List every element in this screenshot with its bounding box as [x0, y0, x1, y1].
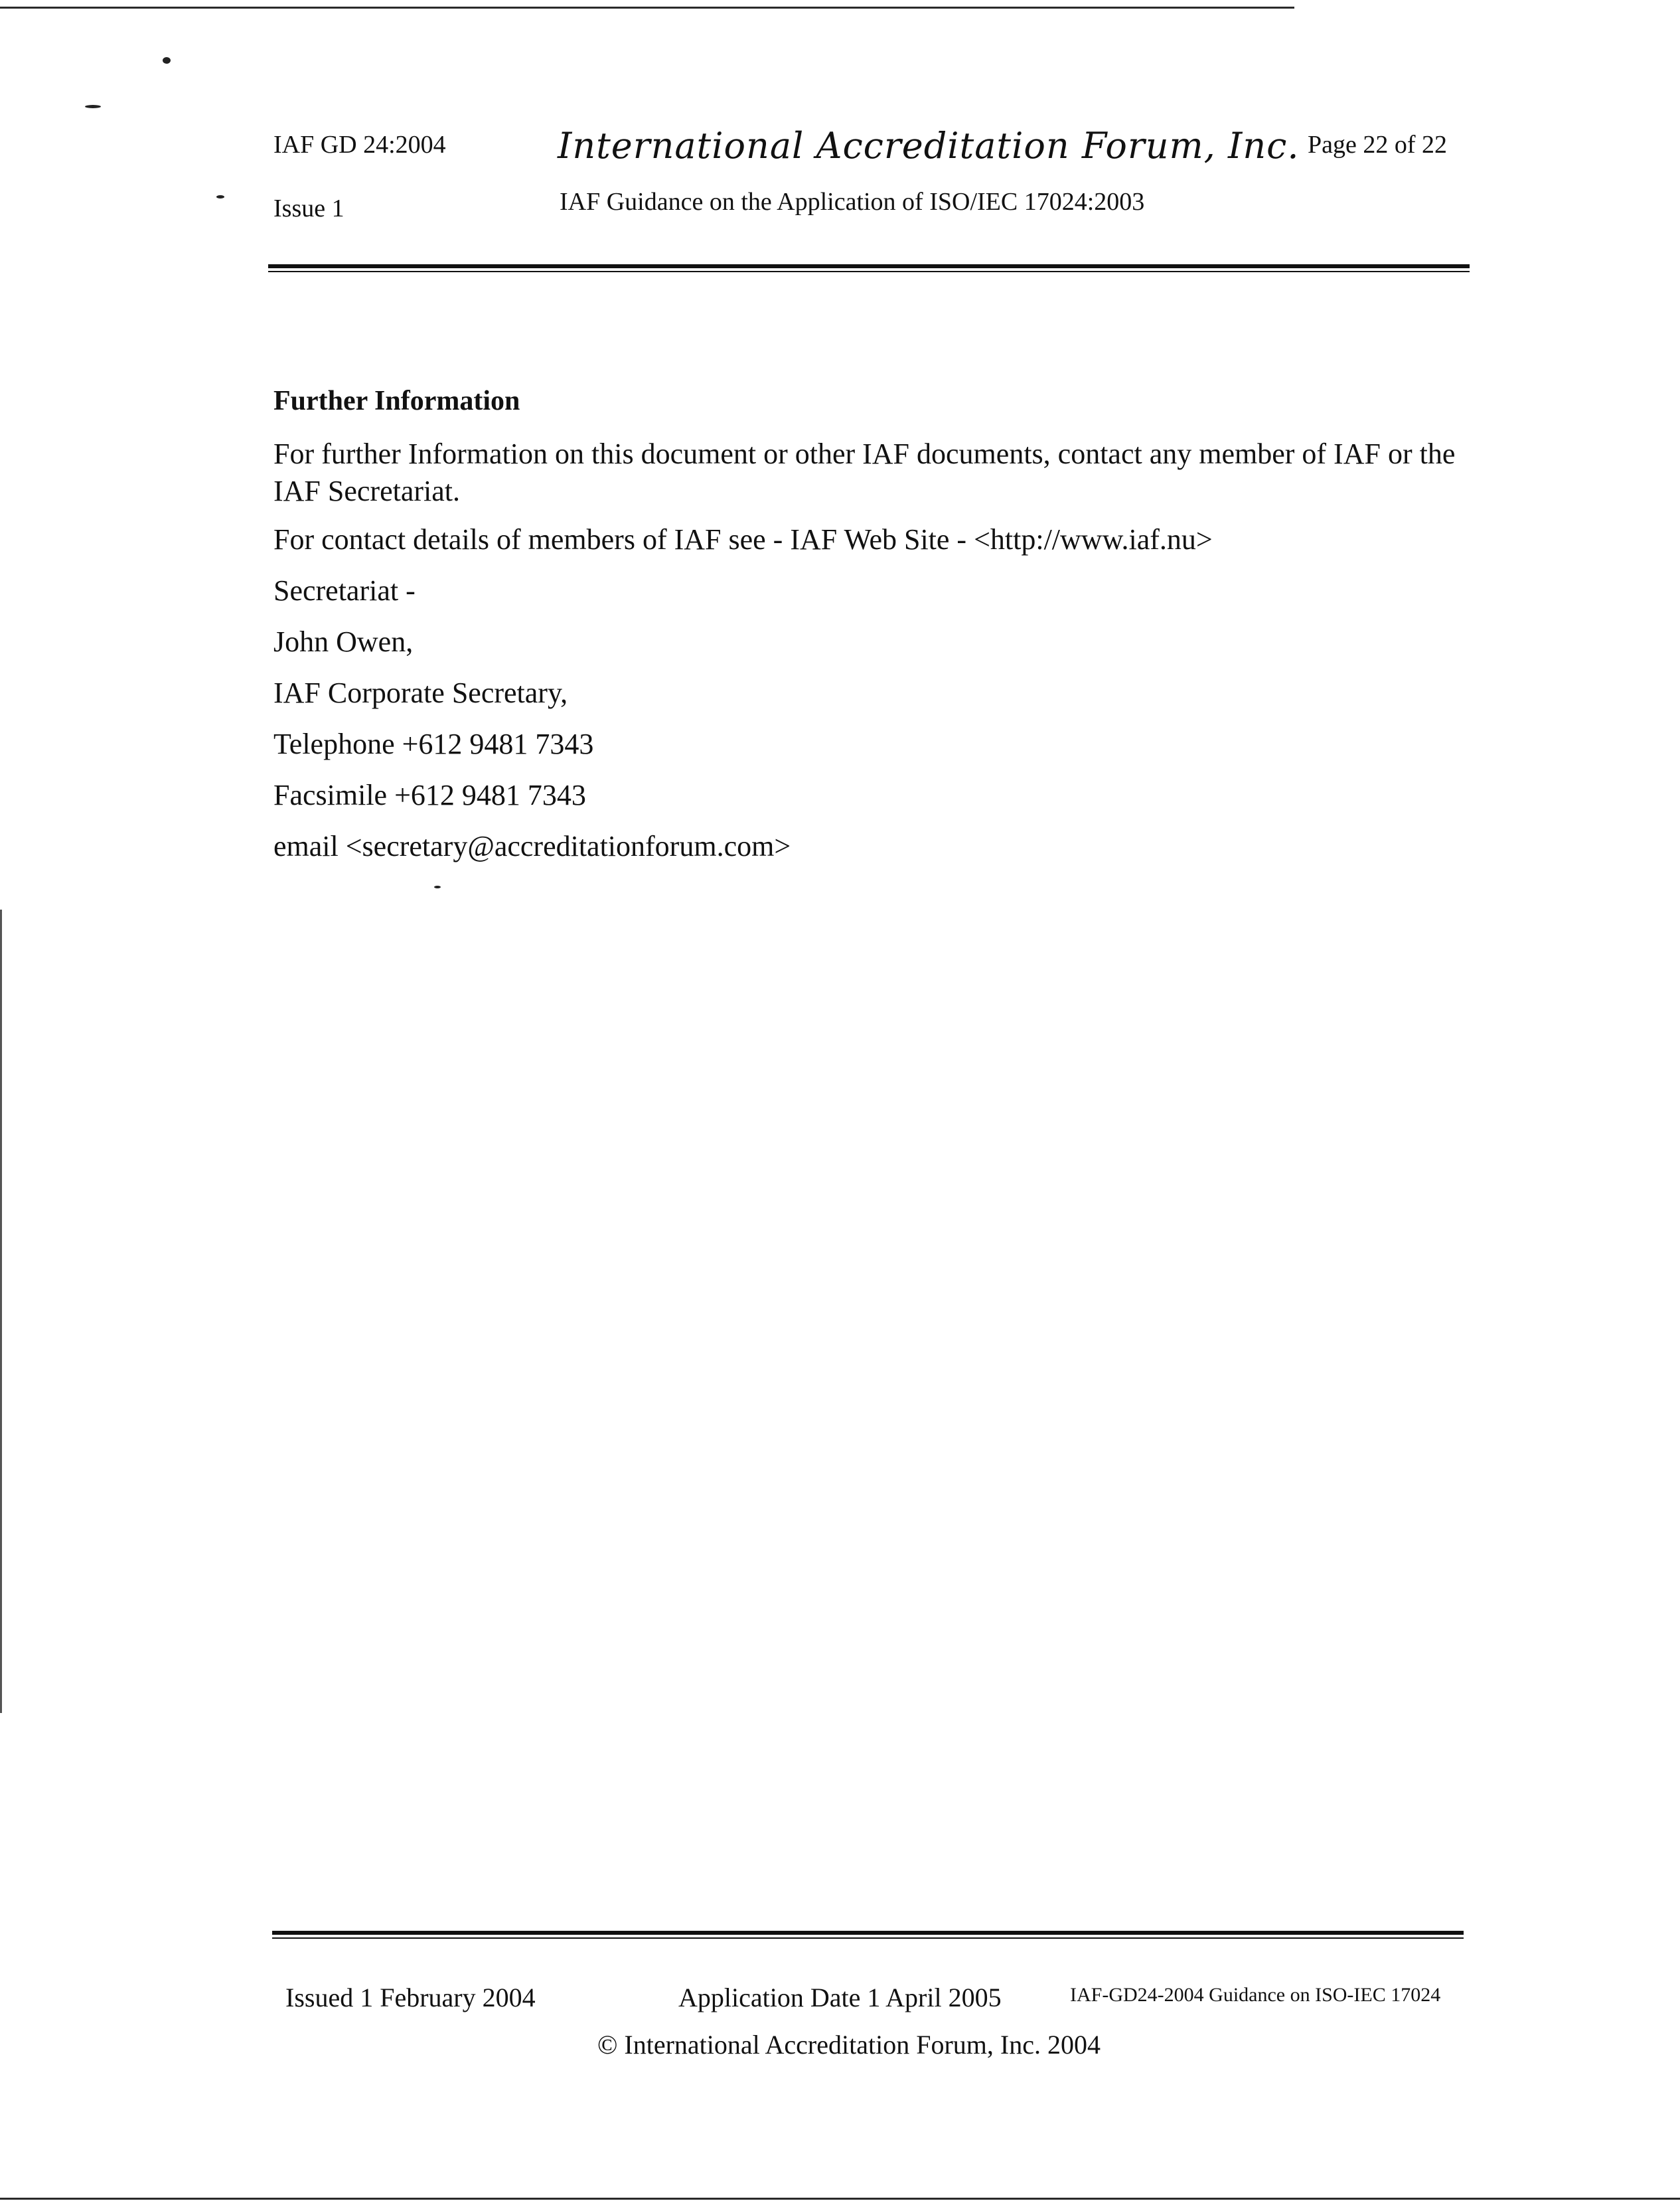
contact-name: John Owen, — [273, 625, 414, 658]
facsimile-line: Facsimile +612 9481 7343 — [273, 779, 586, 811]
header-page-number: Page 22 of 22 — [1308, 131, 1448, 159]
header-divider — [268, 264, 1470, 272]
contact-details-line: For contact details of members of IAF see - IAF Web Site - <http://www.iaf.nu> — [273, 523, 1213, 556]
contact-title: IAF Corporate Secretary, — [273, 677, 568, 709]
footer-divider — [272, 1931, 1464, 1939]
scan-bottom-border — [0, 2198, 1680, 2200]
email-line: email <secretary@accreditationforum.com> — [273, 830, 791, 862]
footer-application-date: Application Date 1 April 2005 — [678, 1983, 1002, 2012]
header-org-name: International Accreditation Forum, Inc. — [558, 125, 1300, 167]
header-subtitle: IAF Guidance on the Application of ISO/IEC 17024:2003 — [560, 188, 1145, 216]
footer-issued-date: Issued 1 February 2004 — [285, 1983, 536, 2012]
scan-left-edge — [0, 910, 2, 1713]
intro-paragraph: For further Information on this document or other IAF documents, contact any member of IAF or the IAF Secretariat. — [273, 438, 1456, 507]
section-title: Further Information — [273, 386, 520, 416]
scan-top-border — [0, 7, 1294, 9]
footer-copyright: © International Accreditation Forum, Inc. 2004 — [597, 2030, 1101, 2060]
scan-speck — [163, 57, 171, 64]
header-doc-id: IAF GD 24:2004 — [273, 131, 446, 159]
secretariat-label: Secretariat - — [273, 574, 416, 607]
scan-speck — [434, 886, 441, 888]
scan-speck — [216, 195, 224, 199]
telephone-line: Telephone +612 9481 7343 — [273, 728, 594, 760]
footer-doc-ref: IAF-GD24-2004 Guidance on ISO-IEC 17024 — [1070, 1984, 1441, 2006]
scan-speck — [85, 105, 101, 108]
header-issue: Issue 1 — [273, 195, 344, 222]
